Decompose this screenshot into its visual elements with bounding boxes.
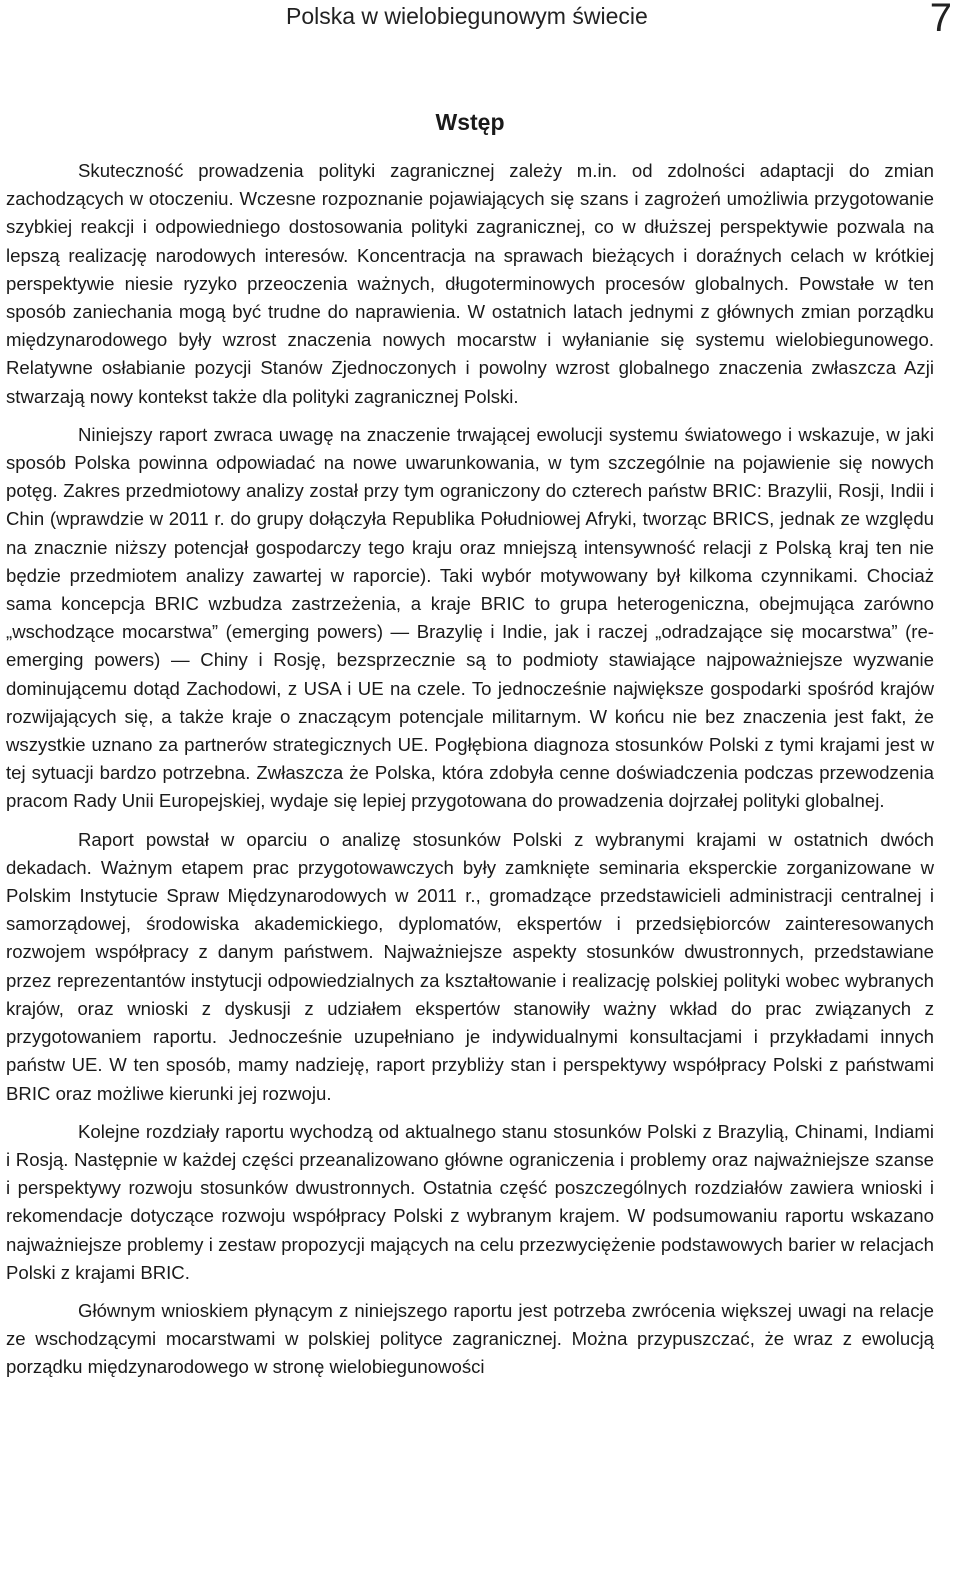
paragraph-3: Raport powstał w oparciu o analizę stosunków Polski z wybranymi krajami w ostatnich dwóch dekadach. Ważnym etapem prac przygotowawczych były zamknięte seminaria eksperckie zorganizowane w Polskim Instytucie Spraw Międzynarodowych w 2011 r., gromadzące przedstawicieli administracji centralnej i samorządowej, środowiska akademickiego, dyplomatów, ekspertów i przedsiębiorców zainteresowanych rozwojem współpracy z danym państwem. Najważniejsze aspekty stosunków dwustronnych, przedstawiane przez reprezentantów instytucji odpowiedzialnych za kształtowanie i realizację polskiej polityki wobec wybranych krajów, oraz wnioski z dyskusji z udziałem ekspertów stanowiły ważny wkład do prac związanych z przygotowaniem raportu. Jednocześnie uzupełniano je indywidualnymi konsultacjami i przykładami innych państw UE. W ten sposób, mamy nadzieję, raport przybliży stan i perspektywy współpracy Polski z państwami BRIC oraz możliwe kierunki jej rozwoju. bbox=[6, 828, 934, 1104]
body-text bbox=[6, 157, 934, 1382]
paragraph-1: Skuteczność prowadzenia polityki zagranicznej zależy m.in. od zdolności adaptacji do zmian zachodzących w otoczeniu. Wczesne rozpoznanie pojawiających się szans i zagrożeń umożliwia przygotowanie szybkiej reakcji i odpowiedniego dostosowania polityki zagranicznej, co w dłuższej perspektywie pozwala na lepszą realizację narodowych interesów. Koncentracja na sprawach bieżących i doraźnych celach w krótkiej perspektywie niesie ryzyko przeoczenia ważnych, długoterminowych procesów globalnych. Powstałe w ten sposób zaniechania mogą być trudne do naprawienia. W ostatnich latach jednymi z głównych zmian porządku międzynarodowego były wzrost znaczenia nowych mocarstw i wyłanianie się systemu wielobiegunowego. Relatywne osłabianie pozycji Stanów Zjednoczonych i powolny wzrost globalnego znaczenia zwłaszcza Azji stwarzają nowy kontekst także dla polityki zagranicznej Polski. bbox=[6, 160, 934, 407]
section-heading: Wstęp bbox=[435, 109, 505, 136]
paragraph-5: Głównym wnioskiem płynącym z niniejszego raportu jest potrzeba zwrócenia większej uwagi na relacje ze wschodzącymi mocarstwami w polskiej polityce zagranicznej. Można przypuszczać, że wraz z ewolucją porządku międzynarodowego w stronę wielobiegunowości bbox=[6, 1299, 934, 1378]
paragraph-4: Kolejne rozdziały raportu wychodzą od aktualnego stanu stosunków Polski z Brazylią, Chinami, Indiami i Rosją. Następnie w każdej części przeanalizowano główne ograniczenia i problemy oraz najważniejsze szanse i perspektywy rozwoju stosunków dwustronnych. Ostatnia część poszczególnych rozdziałów zawiera wnioski i rekomendacje dotyczące rozwoju współpracy Polski z wybranym krajem. W podsumowaniu raportu wskazano najważniejsze problemy i zestaw propozycji mających na celu przezwyciężenie podstawowych barier w relacjach Polski z krajami BRIC. bbox=[6, 1120, 934, 1283]
running-header-title: Polska w wielobiegunowym świecie bbox=[286, 3, 648, 29]
page-number: 7 bbox=[929, 0, 952, 40]
paragraph-2: Niniejszy raport zwraca uwagę na znaczenie trwającej ewolucji systemu światowego i wskazuje, w jaki sposób Polska powinna odpowiadać na nowe uwarunkowania, w tym szczególnie na pojawienie się nowych potęg. Zakres przedmiotowy analizy został przy tym ograniczony do czterech państw BRIC: Brazylii, Rosji, Indii i Chin (wprawdzie w 2011 r. do grupy dołączyła Republika Południowej Afryki, tworząc BRICS, jednak ze względu na znacznie niższy potencjał gospodarczy tego kraju oraz mniejszą intensywność relacji z Polską kraj ten nie będzie przedmiotem analizy zawartej w raporcie). Taki wybór motywowany był kilkoma czynnikami. Chociaż sama koncepcja BRIC wzbudza zastrzeżenia, a kraje BRIC to grupa heterogeniczna, obejmująca zarówno „wschodzące mocarstwa” (emerging powers) — Brazylię i Indie, jak i raczej „odradzające się mocarstwa” (re-emerging powers) — Chiny i Rosję, bezsprzecznie są to podmioty stawiające najpoważniejsze wyzwanie dominującemu dotąd Zachodowi, z USA i UE na czele. To jednocześnie największe gospodarki spośród krajów rozwijających się, a także kraje o znaczącym potencjale militarnym. W końcu nie bez znaczenia jest fakt, że wszystkie uznano za partnerów strategicznych UE. Pogłębiona diagnoza stosunków Polski z tymi krajami jest w tej sytuacji bardzo potrzebna. Zwłaszcza że Polska, która zdobyła cenne doświadczenia podczas przewodzenia pracom Rady Unii Europejskiej, wydaje się lepiej przygotowana do prowadzenia dojrzałej polityki globalnej. bbox=[6, 423, 934, 812]
